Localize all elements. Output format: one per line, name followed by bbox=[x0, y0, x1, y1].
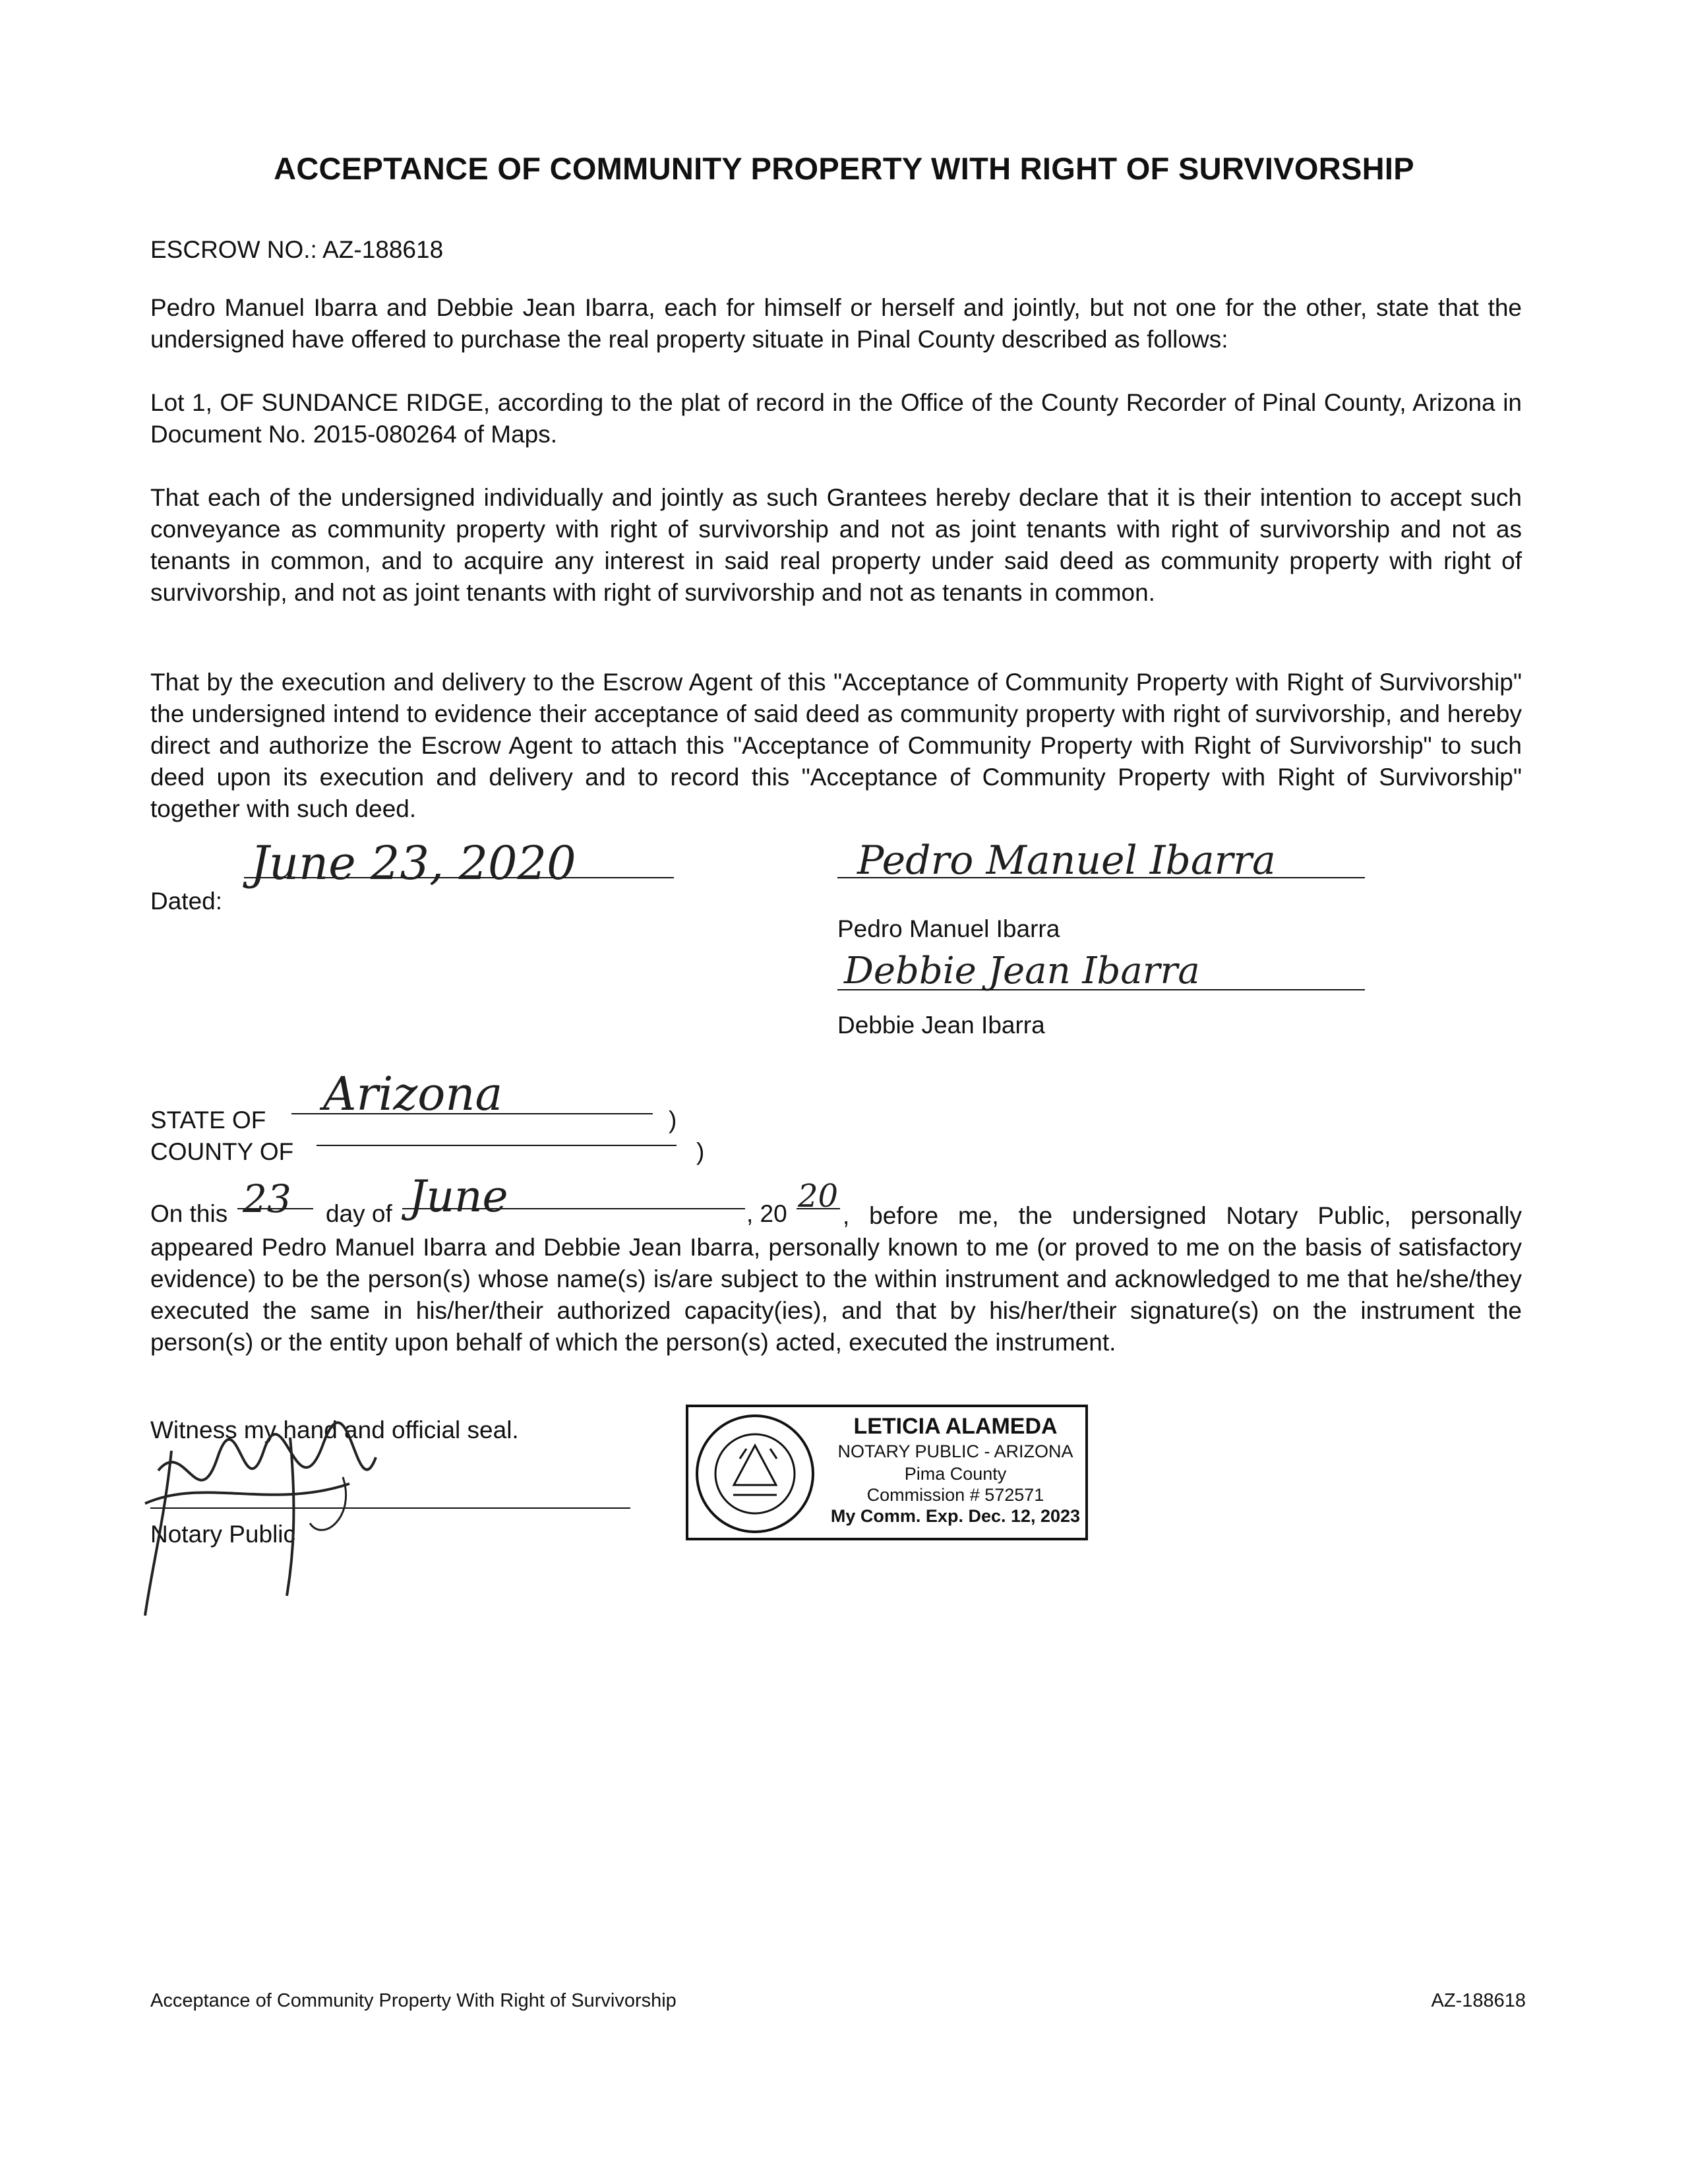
signer-name-debbie: Debbie Jean Ibarra bbox=[837, 1012, 1045, 1039]
day-handwritten-value: 23 bbox=[243, 1176, 291, 1221]
county-paren: ) bbox=[696, 1138, 705, 1165]
notary-seal bbox=[686, 1405, 1088, 1540]
document-title: ACCEPTANCE OF COMMUNITY PROPERTY WITH RIGHT OF SURVIVORSHIP bbox=[274, 151, 1414, 186]
seal-county: Pima County bbox=[904, 1464, 1007, 1484]
state-handwritten-value: Arizona bbox=[323, 1067, 503, 1121]
escrow-number: AZ-188618 bbox=[322, 236, 444, 263]
dated-handwritten-value: June 23, 2020 bbox=[251, 836, 576, 890]
signature-line-pedro bbox=[837, 877, 1365, 878]
witness-text: Witness my hand and official seal. bbox=[150, 1416, 519, 1443]
escrow-line bbox=[150, 234, 1522, 266]
county-label: COUNTY OF bbox=[150, 1138, 294, 1165]
footer-document-title: Acceptance of Community Property With Right of Survivorship bbox=[150, 1990, 677, 2011]
seal-title: NOTARY PUBLIC - ARIZONA bbox=[837, 1441, 1073, 1461]
month-handwritten-value: June bbox=[409, 1171, 508, 1222]
state-seal-emblem-icon bbox=[694, 1412, 816, 1535]
dated-label: Dated: bbox=[150, 888, 223, 915]
paragraph-legal-description: Lot 1, OF SUNDANCE RIDGE, according to the plat of record in the Office of the County Recorder of Pinal County, Arizona in Document No. 2015-080264 of Maps. bbox=[150, 389, 1522, 448]
year-handwritten-value: 20 bbox=[798, 1178, 839, 1215]
county-line bbox=[316, 1145, 677, 1146]
footer-escrow-number: AZ-188618 bbox=[1431, 1990, 1526, 2011]
seal-expiration: My Comm. Exp. Dec. 12, 2023 bbox=[830, 1506, 1081, 1526]
year-prefix: , 20 bbox=[746, 1200, 787, 1227]
seal-commission: Commission # 572571 bbox=[866, 1485, 1044, 1505]
paragraph-declaration: That each of the undersigned individually and jointly as such Grantees hereby declare that it is their intention to accept such conveyance as community property with right of survivorship and not as joint tenants with right of survivorship and not as tenants in common, and to acquire any interest in said real property under said deed as community property with right of survivorship, and not as joint tenants with right of survivorship and not as tenants in common. bbox=[150, 484, 1522, 606]
escrow-label: ESCROW NO.: bbox=[150, 236, 317, 263]
notary-public-label: Notary Public bbox=[150, 1521, 296, 1548]
seal-name: LETICIA ALAMEDA bbox=[853, 1414, 1058, 1439]
paragraph-purchasers: Pedro Manuel Ibarra and Debbie Jean Ibarra, each for himself or herself and jointly, but not one for the other, state that the undersigned have offered to purchase the real property situate in Pinal County described as follows: bbox=[150, 294, 1522, 353]
notary-signature-scribble bbox=[125, 1411, 402, 1629]
signature-pedro: Pedro Manuel Ibarra bbox=[857, 837, 1276, 884]
signature-debbie: Debbie Jean Ibarra bbox=[844, 950, 1200, 992]
state-paren: ) bbox=[669, 1107, 677, 1134]
paragraph-execution: That by the execution and delivery to the Escrow Agent of this "Acceptance of Community Property with Right of Survivorship" the undersigned intend to evidence their acceptance of said deed as community property with right of survivorship, and hereby direct and authorize the Escrow Agent to attach this "Acceptance of Community Property with Right of Survivorship" to such deed upon its execution and delivery and to record this "Acceptance of Community Property with Right of Survivorship" together with such deed. bbox=[150, 669, 1522, 822]
acknowledgment-text: , before me, the undersigned Notary Public, personally appeared Pedro Manuel Ibarra and Debbie Jean Ibarra, personally known to me (or proved to me on the basis of satisfactory evidence) to be the person(s) whose name(s) is/are subject to the within instrument and acknowledged to me that he/she/they executed the same in his/her/their authorized capacity(ies), and that by his/her/their signature(s) on the instrument the person(s) or the entity upon behalf of which the person(s) acted, executed the instrument. bbox=[150, 1202, 1522, 1356]
state-label: STATE OF bbox=[150, 1107, 266, 1134]
on-this-label: On this bbox=[150, 1200, 228, 1227]
day-of-label: day of bbox=[326, 1200, 392, 1227]
signer-name-pedro: Pedro Manuel Ibarra bbox=[837, 915, 1060, 942]
signature-line-debbie bbox=[837, 989, 1365, 990]
